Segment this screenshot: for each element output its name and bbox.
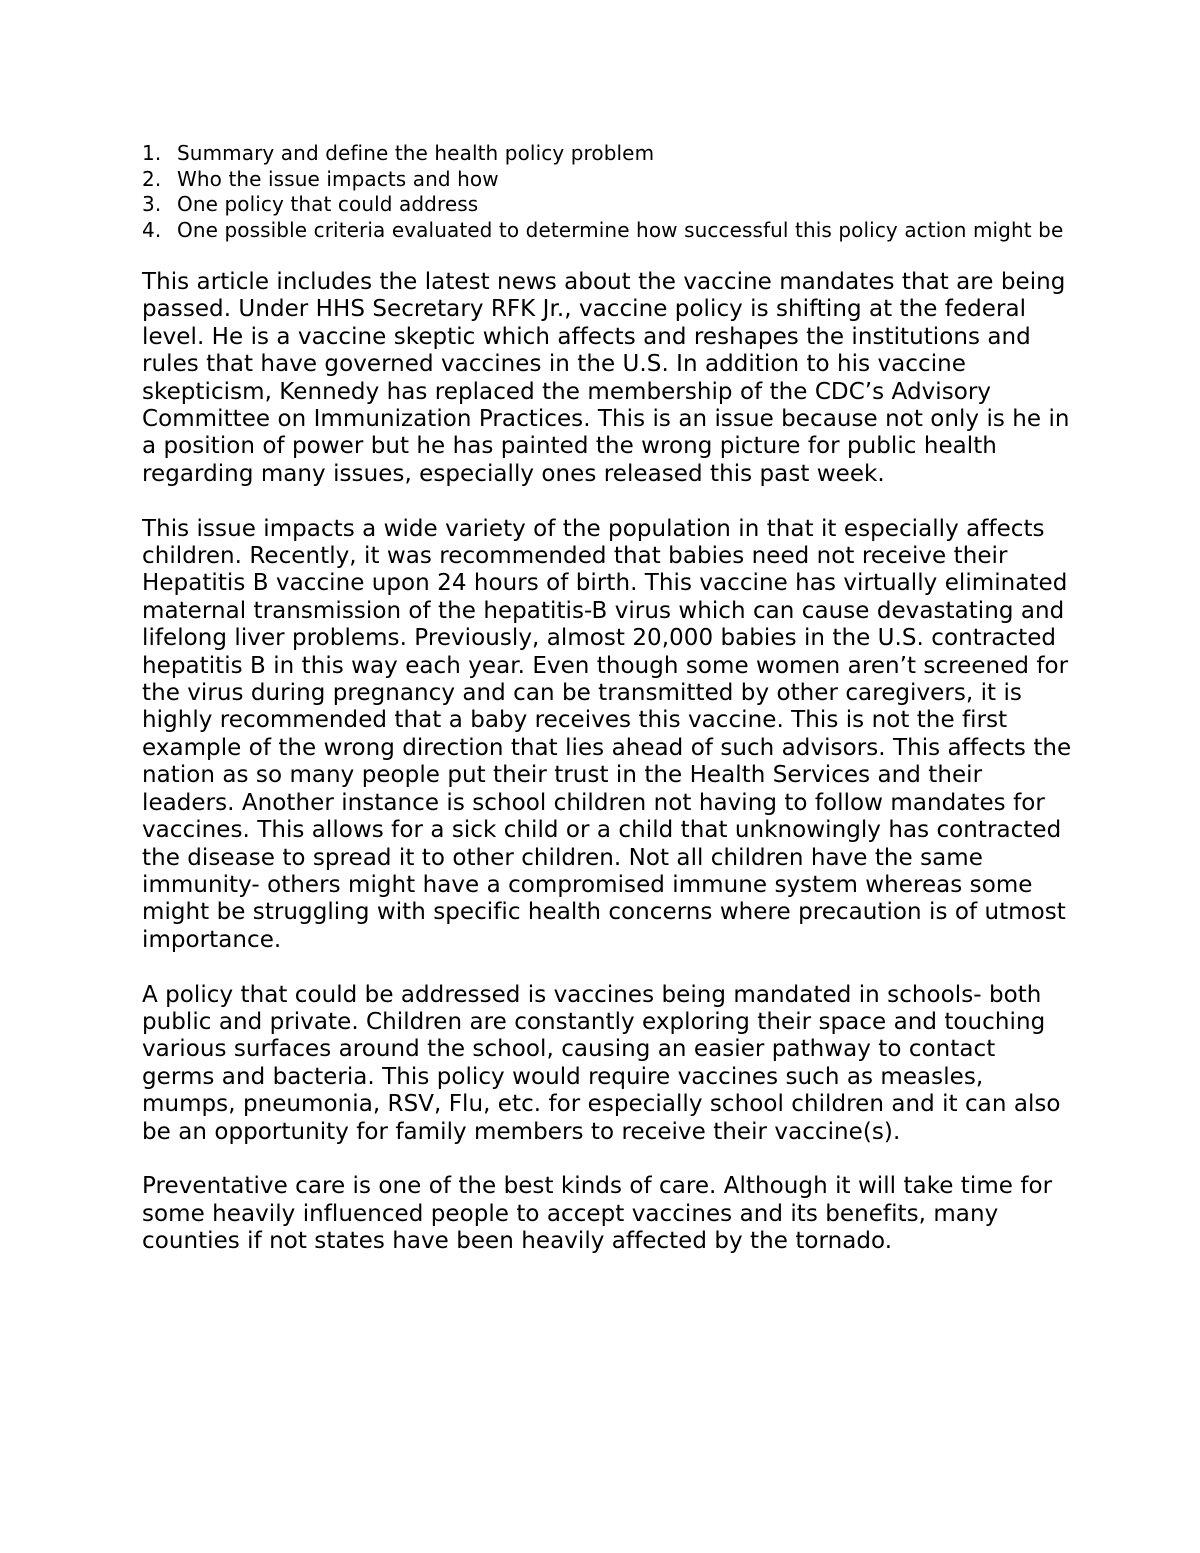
outline-item-number: 3. xyxy=(142,192,162,216)
outline-item xyxy=(142,218,1072,244)
outline-item-text: Summary and define the health policy problem xyxy=(177,141,655,165)
paragraph-problem-summary: This article includes the latest news about the vaccine mandates that are being passed. Under HHS Secretary RFK Jr., vaccine policy is shifting at the federal level. He is a vaccine skeptic which affects and reshapes the institutions and rules that have governed vaccines in the U.S. In addition to his vaccine skepticism, Kennedy has replaced the membership of the CDC’s Advisory Committee on Immunization Practices. This is an issue because not only is he in a position of power but he has painted the wrong picture for public health regarding many issues, especially ones released this past week. xyxy=(142,269,1070,487)
outline-item-number: 1. xyxy=(142,141,162,165)
paragraph-policy-proposal: A policy that could be addressed is vaccines being mandated in schools- both public and private. Children are constantly exploring their space and touching various surfaces around the school, causing an easier pathway to contact germs and bacteria. This policy would require vaccines such as measles, mumps, pneumonia, RSV, Flu, etc. for especially school children and it can also be an opportunity for family members to receive their vaccine(s). xyxy=(142,981,1061,1145)
document-body xyxy=(142,141,1072,1256)
outline-item xyxy=(142,141,1072,167)
outline-item-text: Who the issue impacts and how xyxy=(177,166,499,191)
paragraph-evaluation-criteria: Preventative care is one of the best kinds of care. Although it will take time for some heavily influenced people to accept vaccines and its benefits, many counties if not states have been heavily affected by the tornado. xyxy=(142,1173,1053,1255)
outline-item-text: One possible criteria evaluated to determine how successful this policy action might be xyxy=(177,217,1064,242)
outline-item-number: 2. xyxy=(142,166,162,191)
outline-item-text: One policy that could address xyxy=(177,192,479,216)
outline-item xyxy=(142,167,1072,193)
outline-item-number: 4. xyxy=(142,217,162,242)
paragraph-issue-impact: This issue impacts a wide variety of the population in that it especially affects children. Recently, it was recommended that babies need not receive their Hepatitis B vaccine upon 24 hours of birth. This vaccine has virtually eliminated maternal transmission of the hepatitis-B virus which can cause devastating and lifelong liver problems. Previously, almost 20,000 babies in the U.S. contracted hepatitis B in this way each year. Even though some women aren’t screened for the virus during pregnancy and can be transmitted by other caregivers, it is highly recommended that a baby receives this vaccine. This is not the first example of the wrong direction that lies ahead of such advisors. This affects the nation as so many people put their trust in the Health Services and their leaders. Another instance is school children not having to follow mandates for vaccines. This allows for a sick child or a child that unknowingly has contracted the disease to spread it to other children. Not all children have the same immunity- others might have a compromised immune system whereas some might be struggling with specific health concerns where precaution is of utmost importance. xyxy=(142,515,1072,953)
outline-item xyxy=(142,192,1072,218)
outline-list xyxy=(142,141,1072,243)
